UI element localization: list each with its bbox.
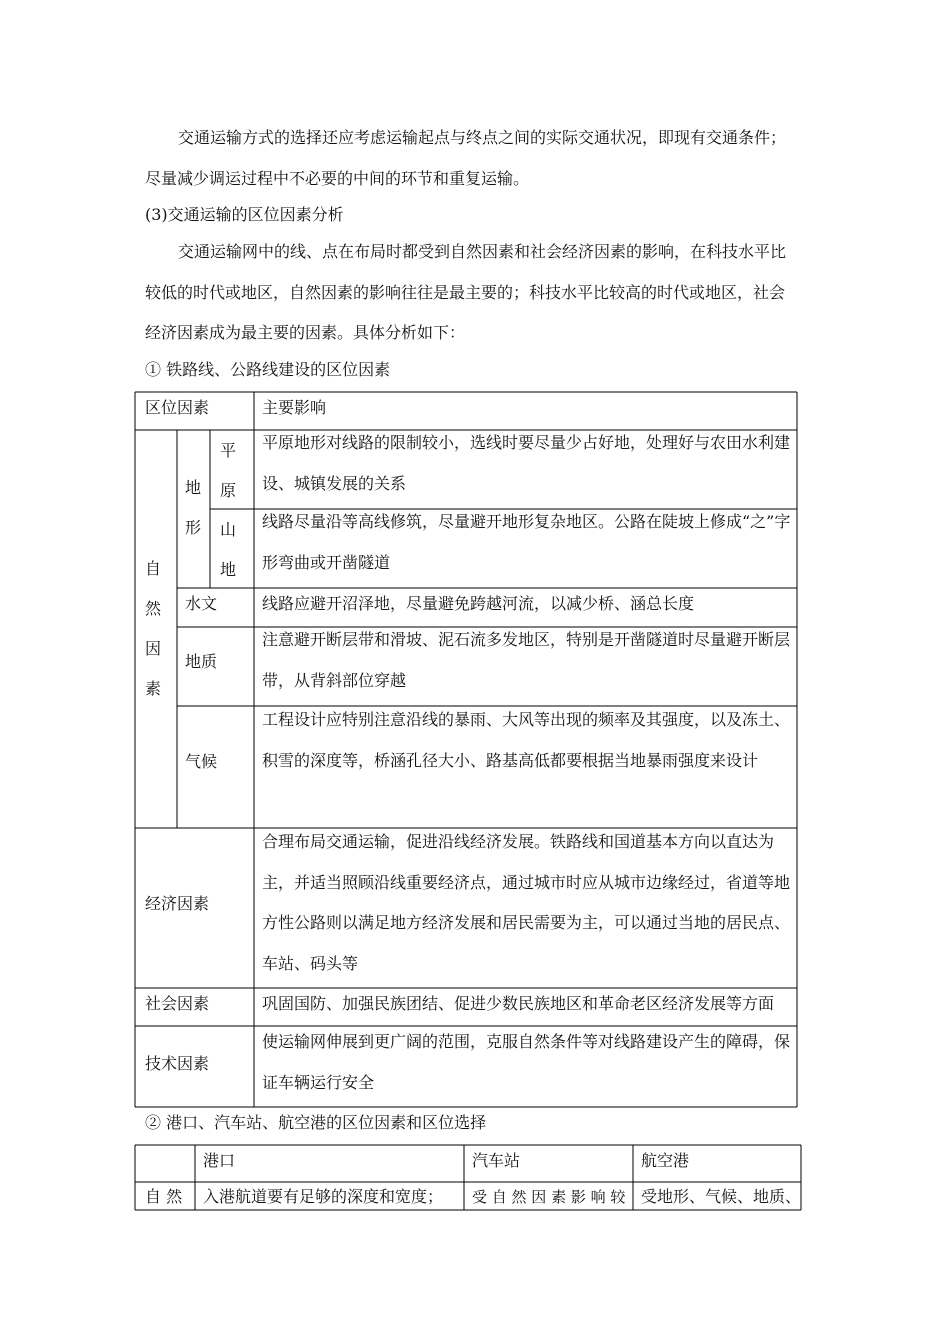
section-heading: (3)交通运输的区位因素分析 <box>145 205 344 224</box>
cell-hydrology-impact: 线路应避开沼泽地，尽量避免跨越河流，以减少桥、涵总长度 <box>262 594 695 613</box>
cell-bus-natural: 受 自 然 因 素 影 响 较 <box>472 1188 626 1206</box>
row-label-geology: 地质 <box>185 652 218 671</box>
cell-tech-impact: 使运输网伸展到更广阔的范围，克服自然条件等对线路建设产生的障碍，保证车辆运行安全 <box>262 1032 791 1092</box>
cell-mountain-impact: 线路尽量沿等高线修筑，尽量避开地形复杂地区。公路在陡坡上修成“之”字形弯曲或开凿隧道 <box>262 512 791 572</box>
row-label-natural: 自然因素 <box>145 559 162 698</box>
row-label-economic: 经济因素 <box>145 894 210 913</box>
col-header-bus-station: 汽车站 <box>472 1151 521 1170</box>
row-label-social: 社会因素 <box>145 994 210 1013</box>
paragraph-line: 较低的时代或地区，自然因素的影响往往是最主要的；科技水平比较高的时代或地区，社会 <box>145 283 786 302</box>
col-header-port: 港口 <box>203 1151 236 1170</box>
table-header-factor: 区位因素 <box>145 398 210 417</box>
row-label-terrain: 地形 <box>185 478 202 537</box>
table-header-impact: 主要影响 <box>262 398 327 417</box>
subheading-rail-road: ① 铁路线、公路线建设的区位因素 <box>145 360 391 379</box>
cell-port-natural: 入港航道要有足够的深度和宽度； <box>203 1187 444 1206</box>
cell-airport-natural: 受地形、气候、地质、 <box>641 1187 802 1206</box>
subheading-port-station-airport: ② 港口、汽车站、航空港的区位因素和区位选择 <box>145 1113 487 1132</box>
cell-climate-impact: 工程设计应特别注意沿线的暴雨、大风等出现的频率及其强度，以及冻土、积雪的深度等，桥涵孔径大小、路基高低都要根据当地暴雨强度来设计 <box>262 710 791 770</box>
cell-economic-impact: 合理布局交通运输，促进沿线经济发展。铁路线和国道基本方向以直达为主，并适当照顾沿线重要经济点，通过城市时应从城市边缘经过，省道等地方性公路则以满足地方经济发展和居民需要为主，可以通过当地的居民点、车站、码头等 <box>262 832 791 973</box>
col-header-airport: 航空港 <box>641 1151 690 1170</box>
row-label-natural-2: 自 然 <box>145 1187 183 1206</box>
row-label-climate: 气候 <box>185 752 218 771</box>
cell-geology-impact: 注意避开断层带和滑坡、泥石流多发地区，特别是开凿隧道时尽量避开断层带，从背斜部位穿越 <box>262 630 791 690</box>
paragraph-line: 交通运输方式的选择还应考虑运输起点与终点之间的实际交通状况，即现有交通条件； <box>178 128 787 147</box>
paragraph-line: 经济因素成为最主要的因素。具体分析如下： <box>145 323 466 342</box>
row-label-tech: 技术因素 <box>145 1054 210 1073</box>
row-label-plain: 平原 <box>220 441 237 500</box>
row-label-mountain: 山地 <box>220 520 237 579</box>
row-label-hydrology: 水文 <box>185 594 218 613</box>
cell-social-impact: 巩固国防、加强民族团结、促进少数民族地区和革命老区经济发展等方面 <box>262 994 775 1013</box>
cell-plain-impact: 平原地形对线路的限制较小，选线时要尽量少占好地，处理好与农田水利建设、城镇发展的关系 <box>262 433 791 493</box>
paragraph-line: 尽量减少调运过程中不必要的中间的环节和重复运输。 <box>145 169 530 188</box>
paragraph-line: 交通运输网中的线、点在布局时都受到自然因素和社会经济因素的影响，在科技水平比 <box>178 242 787 261</box>
